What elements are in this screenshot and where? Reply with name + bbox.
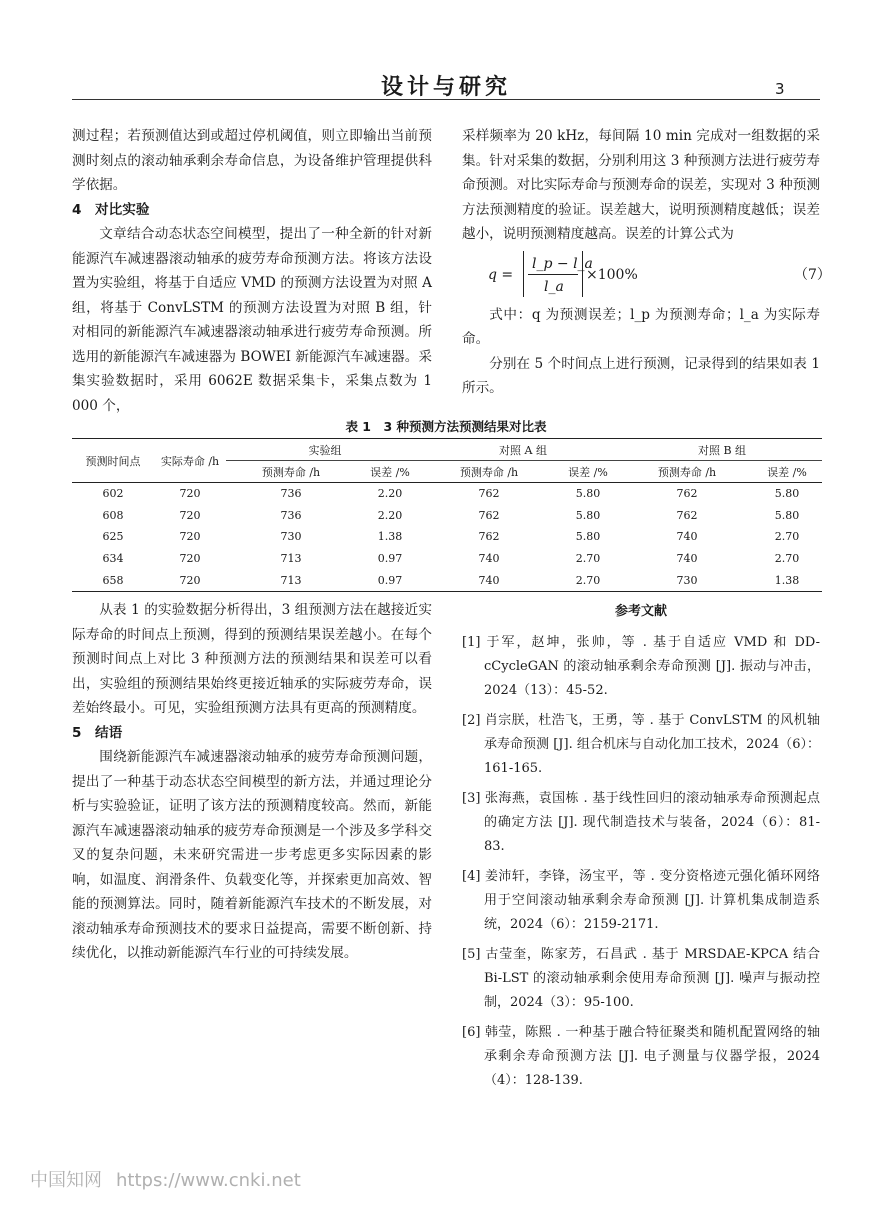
table-row bbox=[72, 505, 822, 527]
reference-item: [6] 韩莹，陈熙 . 一种基于融合特征聚类和随机配置网络的轴承剩余寿命预测方法 [J]. 电子测量与仪器学报，2024（4）：128-139. bbox=[462, 1025, 820, 1088]
cell: 5.80 bbox=[575, 530, 601, 544]
cell: 730 bbox=[280, 530, 302, 544]
cell: 740 bbox=[676, 552, 698, 566]
table-row bbox=[72, 548, 822, 570]
references-section bbox=[462, 600, 820, 1099]
formula-denominator: l_a bbox=[544, 278, 564, 295]
reference-item: [2] 肖宗朕，杜浩飞，王勇，等 . 基于 ConvLSTM 的风机轴承寿命预测 [J]. 组合机床与自动化加工技术，2024（6）：161-165. bbox=[462, 713, 820, 776]
error-formula bbox=[462, 247, 831, 303]
cell: 0.97 bbox=[356, 569, 424, 591]
paragraph-conclusion: 围绕新能源汽车减速器滚动轴承的疲劳寿命预测问题，提出了一种基于动态状态空间模型的新方法，并通过理论分析与实验验证，证明了该方法的预测精度较高。然而，新能源汽车减速器滚动轴承的疲劳寿命预测是一个涉及多学科交叉的复杂问题，未来研究需进一步考虑更多实际因素的影响，如温度、润滑条件、负载变化等，并探索更加高效、智能的预测算法。同时，随着新能源汽车技术的不断发展，对滚动轴承寿命预测技术的要求日益提高，需要不断创新、持续优化，以推动新能源汽车行业的可持续发展。 bbox=[72, 749, 432, 961]
paragraph-continuation: 测过程；若预测值达到或超过停机阈值，则立即输出当前预测时刻点的滚动轴承剩余寿命信息，为设备维护管理提供科学依据。 bbox=[72, 128, 432, 193]
cell: 720 bbox=[179, 530, 201, 544]
cell: 736 bbox=[280, 508, 302, 522]
cell: 1.38 bbox=[377, 530, 403, 544]
formula-absolute-value bbox=[523, 251, 593, 297]
cell: 5.80 bbox=[575, 508, 601, 522]
header-group-a: 对照 A 组 bbox=[424, 439, 622, 461]
cell: 713 bbox=[226, 569, 356, 591]
cell: 762 bbox=[478, 530, 500, 544]
paragraph-table-intro: 分别在 5 个时间点上进行预测，记录得到的结果如表 1 所示。 bbox=[462, 355, 820, 396]
cell: 5.80 bbox=[774, 508, 800, 522]
subheader-err: 误差 /% bbox=[356, 461, 424, 483]
header-group-b: 对照 B 组 bbox=[622, 439, 822, 461]
reference-item: [5] 古莹奎，陈家芳，石昌武 . 基于 MRSDAE-KPCA 结合 Bi-LST 的滚动轴承剩余使用寿命预测 [J]. 噪声与振动控制，2024（3）：95-100. bbox=[462, 947, 820, 1010]
right-column-top bbox=[462, 124, 831, 401]
cell: 713 bbox=[280, 552, 302, 566]
table-row bbox=[72, 526, 822, 548]
cell: 625 bbox=[102, 530, 124, 544]
formula-rhs: ×100% bbox=[586, 266, 638, 283]
formula-numerator: l_p − l_a bbox=[532, 255, 593, 272]
cell: 720 bbox=[154, 569, 226, 591]
paragraph-analysis: 从表 1 的实验数据分析得出，3 组预测方法在越接近实际寿命的时间点上预测，得到的预测结果误差越小。在每个预测时间点上对比 3 种预测方法的预测结果和误差可以看出，实验组的预测结果始终更接近轴承的实际疲劳寿命，误差始终最小。可见，实验组预测方法具有更高的预测精度。 bbox=[72, 602, 432, 716]
cell: 762 bbox=[676, 508, 698, 522]
subheader-pred: 预测寿命 /h bbox=[226, 461, 356, 483]
cell: 2.20 bbox=[377, 487, 403, 501]
cell: 658 bbox=[72, 569, 154, 591]
paragraph-formula-legend: 式中：q 为预测误差；l_p 为预测寿命；l_a 为实际寿命。 bbox=[462, 306, 820, 347]
cell: 720 bbox=[179, 552, 201, 566]
reference-item: [3] 张海燕，袁国栋 . 基于线性回归的滚动轴承寿命预测起点的确定方法 [J]. 现代制造技术与装备，2024（6）：81-83. bbox=[462, 791, 820, 854]
table-row bbox=[72, 569, 822, 591]
cell: 762 bbox=[478, 487, 500, 501]
cell: 730 bbox=[622, 569, 752, 591]
subheader-err: 误差 /% bbox=[752, 461, 822, 483]
header-actual-life: 实际寿命 /h bbox=[154, 439, 226, 483]
cell: 2.70 bbox=[575, 552, 601, 566]
left-column-bottom bbox=[72, 598, 432, 966]
watermark-url: https://www.cnki.net bbox=[116, 1170, 301, 1191]
cell: 1.38 bbox=[752, 569, 822, 591]
cell: 762 bbox=[478, 508, 500, 522]
cell: 5.80 bbox=[575, 487, 601, 501]
reference-item: [1] 于军，赵坤，张帅，等 . 基于自适应 VMD 和 DD-cCycleGAN 的滚动轴承剩余寿命预测 [J]. 振动与冲击，2024（13）：45-52. bbox=[462, 635, 820, 698]
subheader-err: 误差 /% bbox=[554, 461, 622, 483]
references-title: 参考文献 bbox=[614, 604, 667, 619]
paragraph-experiment-setup: 文章结合动态状态空间模型，提出了一种全新的针对新能源汽车减速器滚动轴承的疲劳寿命预测方法。将该方法设置为实验组，将基于自适应 VMD 的预测方法设置为对照 A 组，将基于 ConvLSTM 的预测方法设置为对照 B 组，针对相同的新能源汽车减速器滚动轴承进行疲劳寿命预测。所选用的新能源汽车减速器为 BOWEI 新能源汽车减速器。采集实验数据时，采用 6062E 数据采集卡，采集点数为 1 000 个， bbox=[72, 226, 432, 414]
cell: 634 bbox=[102, 552, 124, 566]
cell: 5.80 bbox=[774, 487, 800, 501]
left-column-top bbox=[72, 124, 432, 418]
section-heading-4: 4 对比实验 bbox=[72, 201, 150, 218]
page-number: 3 bbox=[775, 80, 785, 98]
cell: 740 bbox=[676, 530, 698, 544]
cell: 2.70 bbox=[774, 552, 800, 566]
equation-number: （7） bbox=[794, 266, 831, 283]
subheader-pred: 预测寿命 /h bbox=[622, 461, 752, 483]
cell: 736 bbox=[280, 487, 302, 501]
cell: 2.70 bbox=[554, 569, 622, 591]
journal-section-title: 设计与研究 bbox=[380, 75, 511, 100]
watermark-brand: 中国知网 bbox=[30, 1170, 102, 1191]
cell: 720 bbox=[179, 508, 201, 522]
reference-item: [4] 姜沛轩，李锋，汤宝平，等 . 变分资格迹元强化循环网络用于空间滚动轴承剩余寿命预测 [J]. 计算机集成制造系统，2024（6）：2159-2171. bbox=[462, 869, 820, 932]
cell: 0.97 bbox=[377, 552, 403, 566]
cell: 2.70 bbox=[774, 530, 800, 544]
table-caption: 表 1 3 种预测方法预测结果对比表 bbox=[345, 419, 547, 434]
cell: 602 bbox=[102, 487, 124, 501]
formula-lhs: q = bbox=[488, 266, 514, 283]
header-group-experiment: 实验组 bbox=[226, 439, 424, 461]
cell: 740 bbox=[424, 569, 554, 591]
header-time: 预测时间点 bbox=[72, 439, 154, 483]
cell: 2.20 bbox=[377, 508, 403, 522]
cell: 740 bbox=[478, 552, 500, 566]
table-row bbox=[72, 483, 822, 505]
subheader-pred: 预测寿命 /h bbox=[424, 461, 554, 483]
results-table bbox=[72, 438, 822, 592]
paragraph-sampling: 采样频率为 20 kHz，每间隔 10 min 完成对一组数据的采集。针对采集的数据，分别利用这 3 种预测方法进行疲劳寿命预测。对比实际寿命与预测寿命的误差，实现对 3 种预测方法预测精度的验证。误差越大，说明预测精度越低；误差越小，说明预测精度越高。误差的计算公式为 bbox=[462, 128, 820, 242]
cell: 720 bbox=[179, 487, 201, 501]
cell: 608 bbox=[102, 508, 124, 522]
header-divider bbox=[72, 99, 820, 100]
cell: 762 bbox=[676, 487, 698, 501]
cnki-watermark bbox=[30, 1166, 301, 1192]
section-heading-5: 5 结语 bbox=[72, 724, 123, 741]
